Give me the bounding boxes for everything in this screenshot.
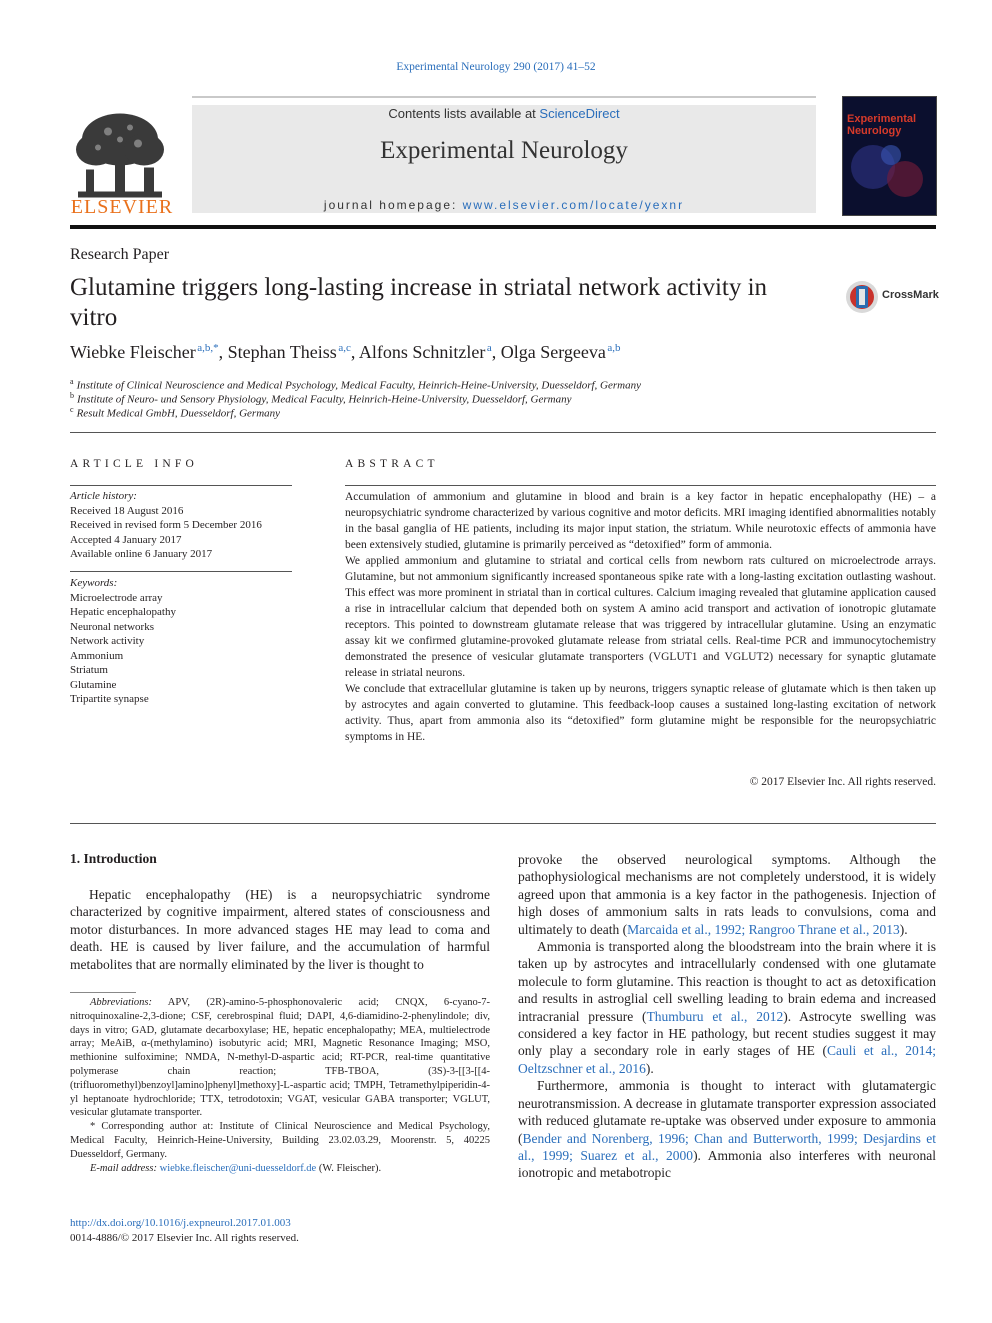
affiliation-mark: b xyxy=(70,391,74,400)
author-name[interactable]: Olga Sergeeva xyxy=(500,342,606,362)
abbreviations-text: APV, (2R)-amino-5-phosphonovaleric acid; CNQX, 6-cyano-7-nitroquinoxaline-2,3-dione; CSF, cerebrospinal fluid; DAPI, 4,6-diamidino-2-phenylindole; div, days in vitro; GAD, glutamate decarboxylase; HE, hepatic encephalopathy; MEA, multielectrode array; MeAiB, α-(methylamino) isobutyric acid; MRI, Magnetic Resonance Imaging; MSO, methionine sulfoximine; NMDA, N-methyl-D-aspartic acid; RT-PCR, real-time quantitative polymerase chain reaction; TFB-TBOA, (3S)-3-[[3-[[4-(trifluoromethyl)benzoyl]amino]phenyl]methoxy]-L-aspartic acid; TMPH, Tetramethylpiperidin-4-yl heptanoate hydrochloride; TTX, tetrodotoxin; VGAT, vesicular GABA transporter; VGLUT, vesicular glutamate transporter. xyxy=(70,997,490,1119)
intro-paragraph xyxy=(518,1077,936,1181)
contents-available xyxy=(192,106,816,121)
paragraph-text: Furthermore, ammonia is thought to interact with glutamatergic neurotransmission. A decrease in glutamate transporter expression associated with reduced glutamate re-uptake was observed under exposure to ammonia ( xyxy=(518,1078,936,1146)
affiliation-text: Result Medical GmbH, Duesseldorf, Germany xyxy=(76,407,281,420)
paragraph-text: Ammonia is transported along the bloodstream into the brain where it is taken up by astrocytes and intracellularly condensed with one glutamate molecule to form glutamine. This reaction is thought to act as detoxification and results in astroglial cell swelling leading to brain edema and increased intracranial pressure ( xyxy=(518,939,936,1024)
history-label: Article history: xyxy=(70,490,137,502)
corresponding-author-note: * Corresponding author at: Institute of Clinical Neuroscience and Medical Psychology, Medical Faculty, Heinrich-Heine-University, Building 23.02.03.29, Moorenstr. 5, 40225 Duesseldorf, Germany. xyxy=(70,1121,490,1160)
author-separator: , xyxy=(491,342,501,362)
author-separator: , xyxy=(350,342,359,362)
section-divider xyxy=(70,432,936,433)
abstract-body xyxy=(345,489,936,745)
article-title: Glutamine triggers long-lasting increase in striatal network activity in vitro xyxy=(70,274,768,331)
affiliation-mark: a xyxy=(70,377,74,386)
history-item: Accepted 4 January 2017 xyxy=(70,533,182,546)
author-affiliation-marks[interactable]: a xyxy=(486,342,492,354)
citation-link[interactable]: Cauli et al., 2014; Oeltzschner et al., 2016 xyxy=(518,1043,936,1076)
article-info-rule xyxy=(70,485,292,486)
article-type: Research Paper xyxy=(70,246,170,263)
homepage-prefix: journal homepage: xyxy=(323,198,463,212)
journal-title: Experimental Neurology xyxy=(380,137,628,164)
keyword: Tripartite synapse xyxy=(70,693,149,705)
abstract-copyright: © 2017 Elsevier Inc. All rights reserved. xyxy=(749,776,936,788)
affiliation-mark: c xyxy=(70,405,74,414)
author-name[interactable]: Stephan Theiss xyxy=(227,342,337,362)
crossmark-label: CrossMark xyxy=(882,289,939,301)
page-footer xyxy=(70,1216,299,1245)
email-footnote xyxy=(70,1162,490,1176)
cover-title: Experimental Neurology xyxy=(847,113,917,137)
author-list xyxy=(70,342,621,363)
doi-link[interactable]: http://dx.doi.org/10.1016/j.expneurol.2017.01.003 xyxy=(70,1217,291,1229)
elsevier-wordmark: ELSEVIER xyxy=(70,196,174,218)
journal-cover-image xyxy=(842,96,937,216)
email-label: E-mail address: xyxy=(90,1162,160,1174)
abstract-paragraph: We applied ammonium and glutamine to striatal and cortical cells from newborn rats cultured on microelectrode arrays. Glutamine, but not ammonium significantly increased spontaneous spike rate with a long-lasting excitation outlasting washout. This effect was more prominent in striatal than in cortical cultures. Calcium imaging revealed that glutamine application caused a rise in intracellular calcium that depended both on system A amino acid transport and activation of ionotropic glutamate receptors. This pointed to downstream glutamate release that was triggered by intracellular glutamine. Using an enzymatic assay kit we confirmed glutamine-provoked glutamate release from striatal cells. Real-time PCR and immunocytochemistry demonstrated the presence of vesicular glutamate transporters (VGLUT1 and VGLUT2) necessary for synaptic glutamate release in striatal neurons. xyxy=(345,555,936,679)
author-name[interactable]: Alfons Schnitzler xyxy=(358,342,486,362)
email-suffix: (W. Fleischer). xyxy=(316,1162,382,1174)
keywords-rule xyxy=(70,571,292,572)
abstract-paragraph: Accumulation of ammonium and glutamine in blood and brain is a key factor in hepatic encephalopathy (HE) – a neuropsychiatric syndrome characterized by various cognitive and motor deficits. MRI imaging identified abnormalities notably in the basal ganglia of HE patients, including its major input station, the striatum. While neurotoxic effects of ammonia have been extensively studied, glutamine is primarily perceived as “detoxified” form of ammonia. xyxy=(345,491,936,551)
header-divider xyxy=(70,225,936,229)
header-top-rule xyxy=(192,96,816,98)
keyword: Microelectrode array xyxy=(70,591,163,604)
citation-link[interactable]: Thumburu et al., 2012 xyxy=(646,1008,784,1024)
sciencedirect-link[interactable]: ScienceDirect xyxy=(539,106,620,121)
intro-paragraph xyxy=(518,938,936,1077)
paragraph-text: provoke the observed neurological symptoms. Although the pathophysiological mechanisms are not completely understood, it is widely agreed upon that ammonia is a key factor in the pathogenesis. Injection of high doses of ammonium salts in rats leads to convulsions, coma and ultimately to death ( xyxy=(518,852,936,937)
author-affiliation-marks[interactable]: a,b xyxy=(607,342,621,354)
contents-prefix: Contents lists available at xyxy=(388,106,540,121)
keyword: Ammonium xyxy=(70,649,124,662)
affiliation xyxy=(70,391,572,406)
intro-right-column xyxy=(518,851,936,1182)
affiliation xyxy=(70,405,280,420)
history-item: Received in revised form 5 December 2016 xyxy=(70,519,262,531)
homepage-link[interactable]: www.elsevier.com/locate/yexnr xyxy=(462,198,685,212)
paragraph-text: ). xyxy=(899,921,908,937)
citation-link[interactable]: Bender and Norenberg, 1996; Chan and Butterworth, 1999; Desjardins et al., 1999; Suarez et al., 2000 xyxy=(518,1130,936,1163)
keywords-list xyxy=(70,576,176,707)
abbreviations-label: Abbreviations: xyxy=(90,997,153,1008)
crossmark-icon xyxy=(845,280,879,314)
author-affiliation-marks[interactable]: a,c xyxy=(338,342,351,354)
keyword: Network activity xyxy=(70,635,145,647)
issn-copyright: 0014-4886/© 2017 Elsevier Inc. All rights reserved. xyxy=(70,1231,299,1244)
section-divider xyxy=(70,823,936,824)
author-affiliation-marks[interactable]: a,b,* xyxy=(197,342,219,354)
paragraph-text: ). Astrocyte swelling was considered a key factor in HE pathology, but recent studies suggest it may only play a secondary role in early stages of HE ( xyxy=(518,1008,936,1059)
affiliation-text: Institute of Neuro- und Sensory Physiology, Medical Faculty, Heinrich-Heine-University, Duesseldorf, Germany xyxy=(77,393,572,406)
abstract-heading: ABSTRACT xyxy=(345,458,439,470)
citation-link[interactable]: Marcaida et al., 1992; Rangroo Thrane et al., 2013 xyxy=(627,921,900,937)
paragraph-text: ). xyxy=(645,1060,654,1076)
footnotes xyxy=(70,996,490,1175)
abbreviations-footnote xyxy=(70,996,490,1120)
footnote-rule xyxy=(70,992,136,993)
keyword: Striatum xyxy=(70,664,108,676)
journal-citation[interactable]: Experimental Neurology 290 (2017) 41–52 xyxy=(396,61,596,73)
paragraph-text: ). Ammonia also interferes with neuronal ionotropic and metabotropic xyxy=(518,1147,936,1181)
intro-heading: 1. Introduction xyxy=(70,851,157,866)
history-item: Available online 6 January 2017 xyxy=(70,548,213,560)
journal-homepage xyxy=(192,198,816,212)
intro-left-column xyxy=(70,886,490,973)
intro-paragraph: Hepatic encephalopathy (HE) is a neuropsychiatric syndrome characterized by cognitive impairment, altered states of consciousness and motor disturbances. In more advanced stages HE may lead to coma and death. HE is caused by liver failure, and the accumulation of harmful metabolites that are normally eliminated by the liver is thought to xyxy=(70,887,490,972)
abstract-rule xyxy=(345,485,936,486)
author-separator: , xyxy=(218,342,228,362)
article-info-heading: ARTICLE INFO xyxy=(70,458,198,470)
keyword: Hepatic encephalopathy xyxy=(70,606,176,618)
keyword: Glutamine xyxy=(70,678,117,691)
keywords-label: Keywords: xyxy=(70,577,118,589)
email-link[interactable]: wiebke.fleischer@uni-duesseldorf.de xyxy=(159,1162,317,1174)
article-history xyxy=(70,489,262,562)
keyword: Neuronal networks xyxy=(70,620,155,633)
crossmark-badge[interactable] xyxy=(845,280,937,312)
history-item: Received 18 August 2016 xyxy=(70,504,184,517)
affiliation-text: Institute of Clinical Neuroscience and Medical Psychology, Medical Faculty, Heinrich-Heine-University, Duesseldorf, Germany xyxy=(76,379,641,392)
abstract-paragraph: We conclude that extracellular glutamine is taken up by neurons, triggers synaptic release of glutamate which is then taken up by astrocytes and again converted to glutamine. This feedback-loop causes a sustained long-lasting excitation of network activity. Thus, apart from ammonia also its “detoxified” form glutamine might be responsible for the neuropsychiatric symptoms in HE. xyxy=(345,683,936,743)
affiliation xyxy=(70,377,641,392)
intro-paragraph xyxy=(518,851,936,938)
author-name[interactable]: Wiebke Fleischer xyxy=(70,342,196,362)
